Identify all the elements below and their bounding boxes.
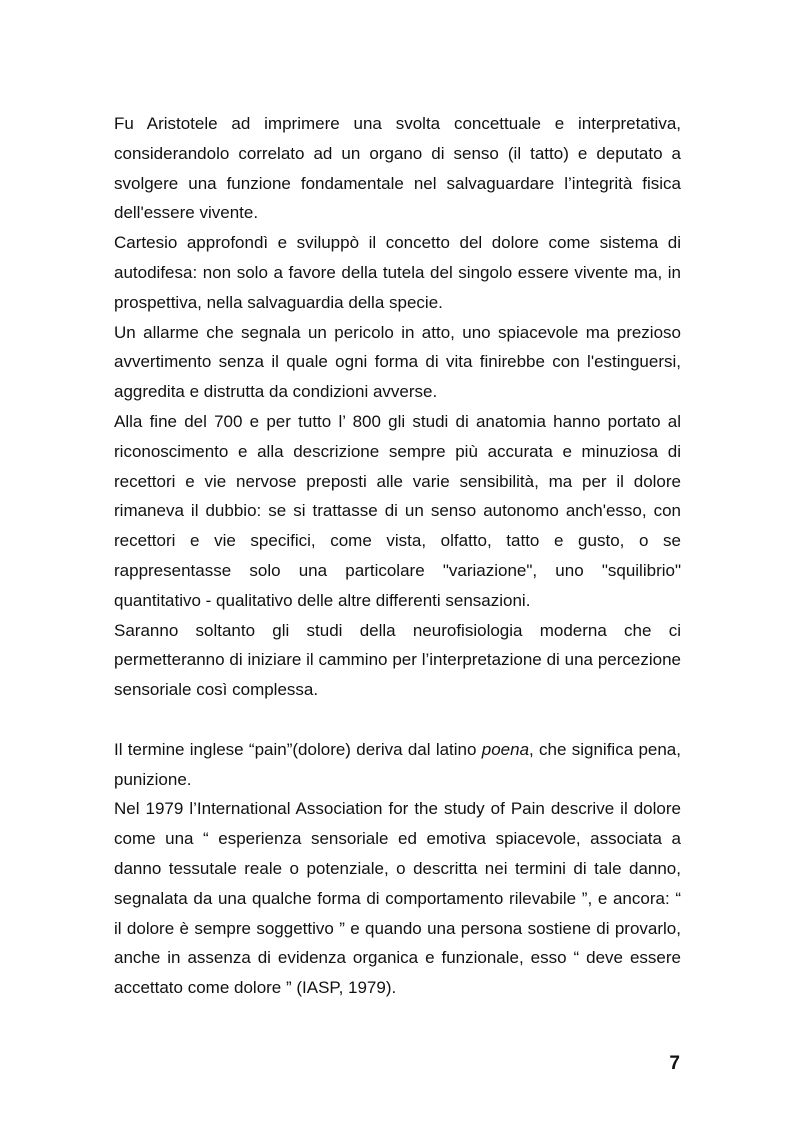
paragraph-aristotele: Fu Aristotele ad imprimere una svolta concettuale e interpretativa, considerandolo correlato ad un organo di senso (il tatto) e deputato a svolgere una funzione fondamentale nel salvaguardare l’integrità fisica dell'essere vivente. <box>114 114 681 223</box>
paragraph-gap <box>114 705 681 735</box>
pain-text-before: Il termine inglese “pain”(dolore) deriva dal latino <box>114 739 482 759</box>
paragraph-pain-etymology <box>114 735 681 795</box>
body-text <box>114 109 681 1003</box>
paragraph-neurofisiologia: Saranno soltanto gli studi della neurofisiologia moderna che ci permetteranno di iniziare il cammino per l’interpretazione di una percezione sensoriale così complessa. <box>114 620 681 700</box>
pain-text-italic: poena <box>481 739 530 759</box>
paragraph-cartesio: Cartesio approfondì e sviluppò il concetto del dolore come sistema di autodifesa: non solo a favore della tutela del singolo essere vivente ma, in prospettiva, nella salvaguardia della specie. <box>114 233 681 312</box>
pain-text-after: , che significa pena, punizione. <box>114 739 681 789</box>
paragraph-allarme: Un allarme che segnala un pericolo in atto, uno spiacevole ma prezioso avvertimento senza il quale ogni forma di vita finirebbe con l'estinguersi, aggredita e distrutta da condizioni avverse. <box>114 322 681 402</box>
page-number: 7 <box>669 1053 680 1074</box>
paragraph-anatomia: Alla fine del 700 e per tutto l’ 800 gli studi di anatomia hanno portato al riconoscimento e alla descrizione sempre più accurata e minuziosa di recettori e vie nervose preposti alle varie sensibilità, ma per il dolore rimaneva il dubbio: se si trattasse di un senso autonomo anch'esso, con recettori e vie specifici, come vista, olfatto, tatto e gusto, o se rappresentasse solo una particolare "variazione", uno "squilibrio" quantitativo - qualitativo delle altre differenti sensazioni. <box>114 411 681 610</box>
paragraph-iasp-definition: Nel 1979 l’International Association for the study of Pain descrive il dolore come una “ esperienza sensoriale ed emotiva spiacevole, associata a danno tessutale reale o potenziale, o descritta nei termini di tale danno, segnalata da una qualche forma di comportamento rilevabile ”, e ancora: “ il dolore è sempre soggettivo ” e quando una persona sostiene di provarlo, anche in assenza di evidenza organica e funzionale, esso “ deve essere accettato come dolore ” (IASP, 1979). <box>114 799 681 998</box>
